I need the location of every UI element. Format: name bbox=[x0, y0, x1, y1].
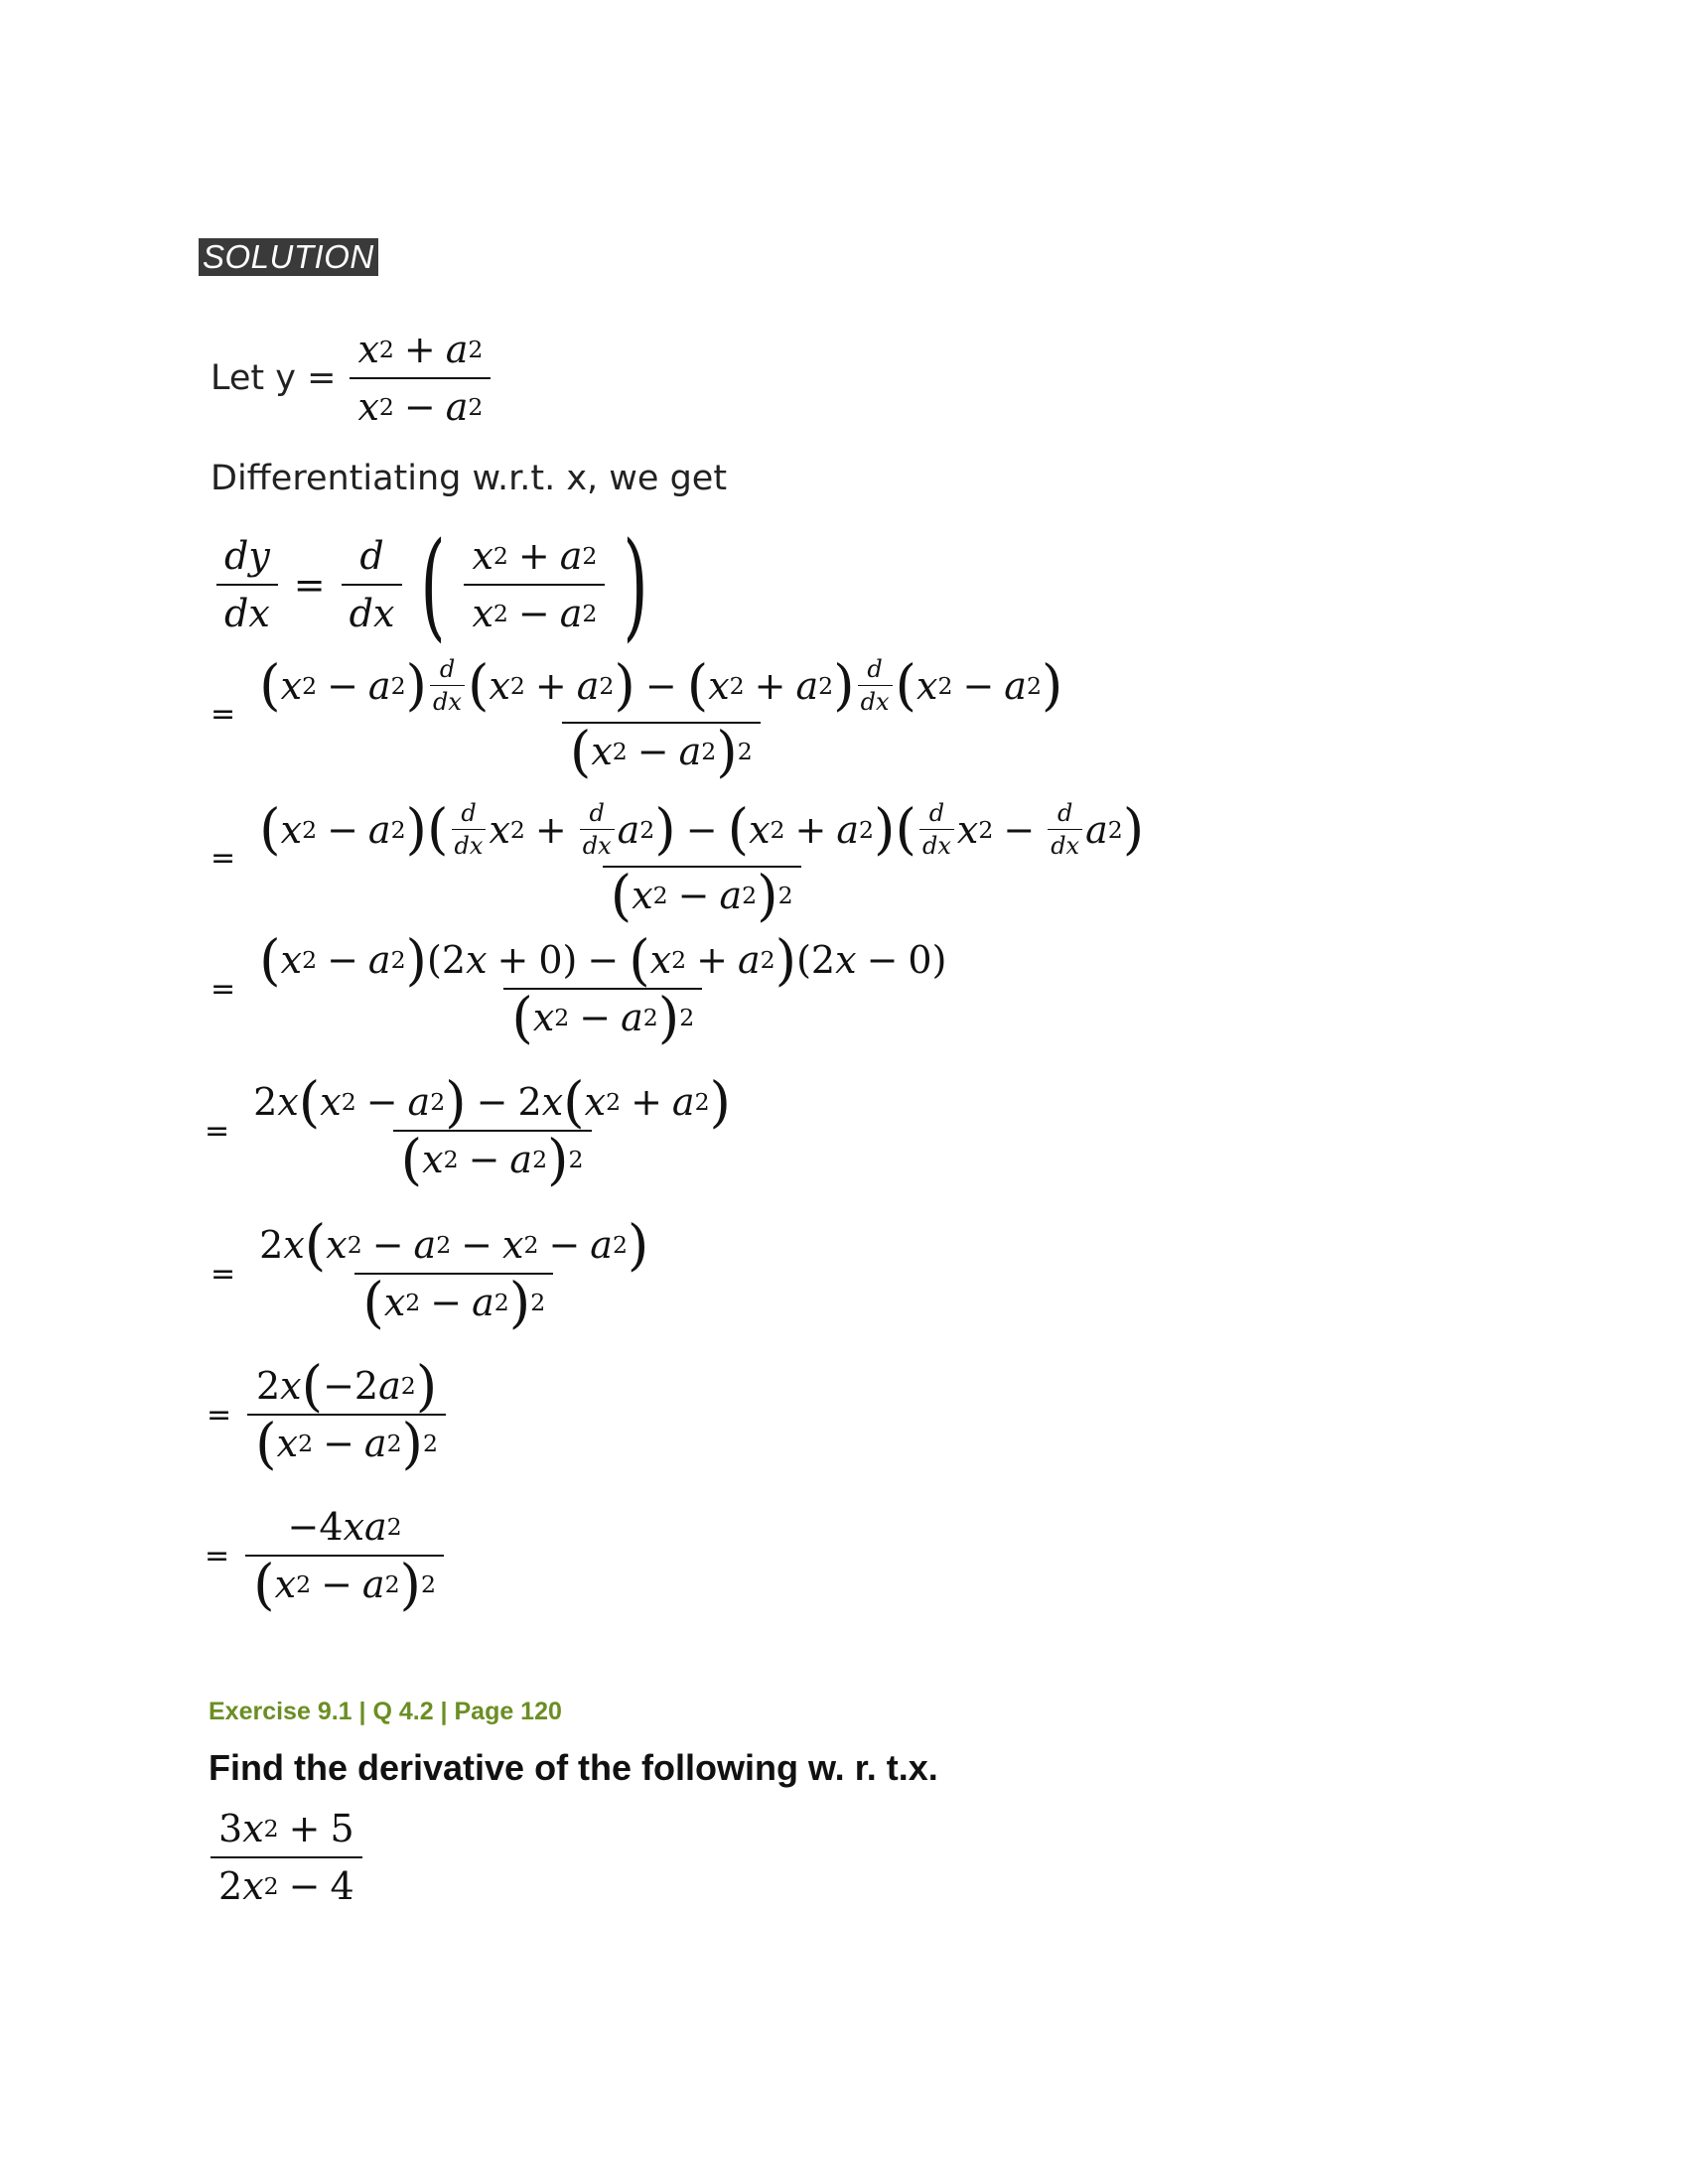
solution-badge: SOLUTION bbox=[199, 238, 378, 276]
step-quotient-rule: = ( x 2 − a 2 ) $\frac{d}{dx}$ ( x 2 + a 2 ) − ( x 2 + a 2 ) $\frac{d}{dx}$ ( x 2 − a 2 ) ( x 2 − a 2 ) 2 bbox=[211, 653, 1063, 783]
let-y-definition bbox=[211, 328, 496, 429]
derivative-definition: $\frac{dy}{dx}$ = $\frac{d}{dx}$ ( x 2 + a 2 x 2 − a 2 ) bbox=[211, 526, 660, 643]
step-factor-2x: = 2 x ( x 2 − a 2 ) − 2 x ( x 2 + a 2 ) ( x 2 − a 2 ) 2 bbox=[205, 1070, 732, 1192]
step-simplify: = 2 x ( −2 a 2 ) ( x 2 − a 2 ) 2 bbox=[207, 1364, 452, 1465]
differentiating-text: Differentiating w.r.t. x, we get bbox=[211, 459, 728, 498]
step-expand-derivatives: = ( x 2 − a 2 ) ( $\frac{d}{dx}$ x 2 + $\frac{d}{dx}$ a 2 ) − ( x 2 + a 2 ) ( $\frac{d}{dx}$ x 2 − $\frac{d}{dx}$ a 2 ) ( x 2 − a 2 ) 2 bbox=[211, 797, 1145, 927]
step-evaluate-derivatives: = ( x 2 − a 2 ) (2 x + 0) − ( x 2 + a 2 ) (2 x − 0) ( x 2 − a 2 ) 2 bbox=[211, 928, 947, 1050]
let-y-label: Let y = bbox=[211, 358, 337, 398]
step-final-result: = −4 xa 2 ( x 2 − a 2 ) 2 bbox=[205, 1505, 450, 1606]
step-combine-terms: = 2 x ( x 2 − a 2 − x 2 − a 2 ) ( x 2 − a 2 ) 2 bbox=[211, 1213, 649, 1335]
question-expression: 3 x 2 + 5 2 x 2 − 4 bbox=[205, 1807, 368, 1908]
question-heading: Find the derivative of the following w. r. t.x. bbox=[209, 1747, 938, 1788]
fraction-y: x 2 + a 2 x 2 − a 2 bbox=[350, 328, 491, 429]
exercise-reference: Exercise 9.1 | Q 4.2 | Page 120 bbox=[209, 1698, 562, 1725]
